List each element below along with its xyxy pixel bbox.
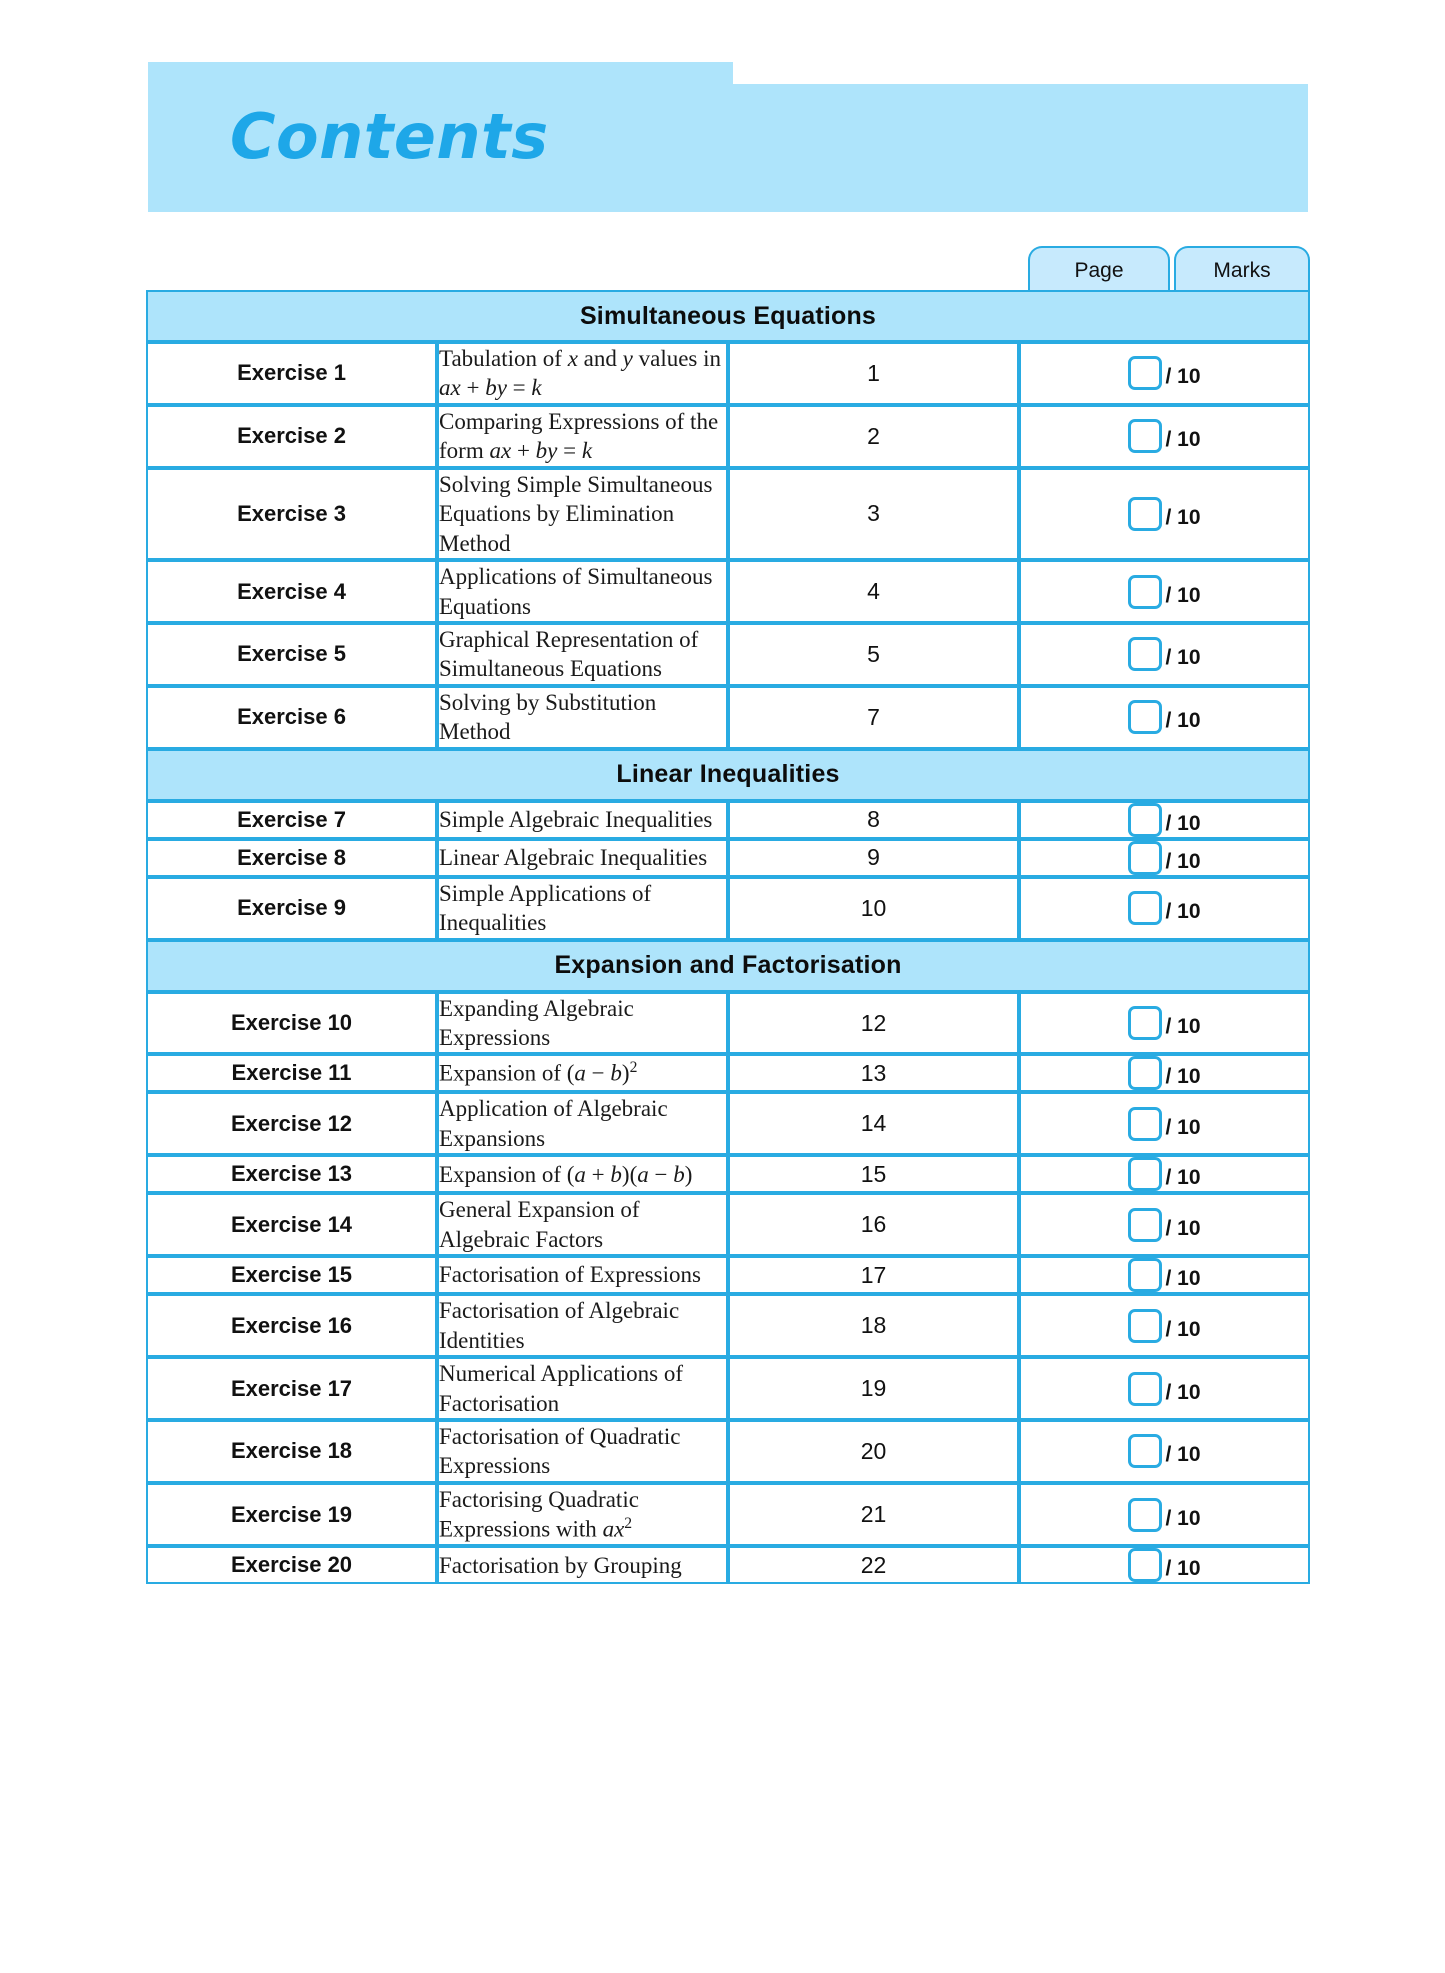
marks-checkbox[interactable] [1128,356,1162,390]
table-row [146,405,1310,468]
section-header-row [146,749,1310,801]
exercise-label: Exercise 9 [146,877,437,940]
marks-checkbox[interactable] [1128,1157,1162,1191]
table-row [146,1054,1310,1092]
table-row [146,839,1310,877]
exercise-title: Numerical Applications of Factorisation [437,1357,728,1420]
marks-cell [1019,342,1310,405]
page-number: 5 [728,623,1019,686]
table-row [146,1294,1310,1357]
exercise-title: Graphical Representation of Simultaneous Equations [437,623,728,686]
marks-total-label: / 10 [1165,365,1201,389]
exercise-title: Expansion of (a + b)(a − b) [437,1155,728,1193]
exercise-title: Tabulation of x and y values in ax + by = k [437,342,728,405]
marks-total-label: / 10 [1165,1443,1201,1467]
marks-cell [1019,1546,1310,1584]
marks-cell [1019,468,1310,560]
table-row [146,801,1310,839]
page-number: 17 [728,1256,1019,1294]
exercise-title: Simple Applications of Inequalities [437,877,728,940]
exercise-label: Exercise 14 [146,1193,437,1256]
column-headers [1028,246,1310,294]
marks-total-label: / 10 [1165,709,1201,733]
exercise-label: Exercise 8 [146,839,437,877]
marks-total-label: / 10 [1165,428,1201,452]
page-number: 8 [728,801,1019,839]
column-header-page: Page [1028,246,1170,294]
marks-checkbox[interactable] [1128,1107,1162,1141]
page-number: 12 [728,992,1019,1055]
exercise-title: Factorising Quadratic Expressions with $ax^2$ [437,1483,728,1547]
page-number: 15 [728,1155,1019,1193]
exercise-title: Factorisation of Expressions [437,1256,728,1294]
page-number: 3 [728,468,1019,560]
exercise-label: Exercise 6 [146,686,437,749]
page-number: 1 [728,342,1019,405]
table-row [146,1256,1310,1294]
exercise-label: Exercise 15 [146,1256,437,1294]
marks-checkbox[interactable] [1128,700,1162,734]
exercise-title: Comparing Expressions of the form ax + by = k [437,405,728,468]
exercise-label: Exercise 7 [146,801,437,839]
marks-total-label: / 10 [1165,1506,1201,1530]
marks-total-label: / 10 [1165,646,1201,670]
exercise-title: Factorisation by Grouping [437,1546,728,1584]
exercise-title: Solving by Substitution Method [437,686,728,749]
marks-total-label: / 10 [1165,1216,1201,1240]
marks-checkbox[interactable] [1128,1006,1162,1040]
marks-cell [1019,623,1310,686]
marks-cell [1019,1483,1310,1547]
marks-checkbox[interactable] [1128,803,1162,837]
marks-total-label: / 10 [1165,1557,1201,1581]
marks-cell [1019,801,1310,839]
table-row [146,992,1310,1055]
marks-checkbox[interactable] [1128,1309,1162,1343]
exercise-title: Expansion of $(a - b)^2$ [437,1054,728,1092]
marks-total-label: / 10 [1165,1267,1201,1291]
exercise-title: Factorisation of Quadratic Expressions [437,1420,728,1483]
exercise-label: Exercise 19 [146,1483,437,1547]
table-row [146,877,1310,940]
marks-total-label: / 10 [1165,1380,1201,1404]
table-row [146,1357,1310,1420]
page-number: 16 [728,1193,1019,1256]
exercise-title: Solving Simple Simultaneous Equations by Elimination Method [437,468,728,560]
marks-cell [1019,1294,1310,1357]
header-tab-decoration [148,62,733,86]
marks-checkbox[interactable] [1128,1258,1162,1292]
exercise-label: Exercise 11 [146,1054,437,1092]
marks-cell [1019,686,1310,749]
exercise-title: Simple Algebraic Inequalities [437,801,728,839]
exercise-title: General Expansion of Algebraic Factors [437,1193,728,1256]
table-row [146,1092,1310,1155]
page-number: 4 [728,560,1019,623]
page-number: 19 [728,1357,1019,1420]
marks-total-label: / 10 [1165,849,1201,873]
marks-total-label: / 10 [1165,811,1201,835]
marks-total-label: / 10 [1165,1015,1201,1038]
exercise-title: Applications of Simultaneous Equations [437,560,728,623]
exercise-label: Exercise 5 [146,623,437,686]
table-row [146,560,1310,623]
section-header-row [146,290,1310,342]
marks-total-label: / 10 [1165,1166,1201,1190]
marks-checkbox[interactable] [1128,1208,1162,1242]
marks-cell [1019,992,1310,1055]
column-header-marks: Marks [1174,246,1310,294]
marks-checkbox[interactable] [1128,1056,1162,1090]
marks-checkbox[interactable] [1128,1548,1162,1582]
table-row [146,342,1310,405]
marks-checkbox[interactable] [1128,841,1162,875]
exercise-label: Exercise 10 [146,992,437,1055]
page-title: Contents [230,100,549,173]
page-number: 20 [728,1420,1019,1483]
marks-cell [1019,839,1310,877]
marks-checkbox[interactable] [1128,891,1162,925]
section-title: Simultaneous Equations [146,290,1310,342]
exercise-label: Exercise 4 [146,560,437,623]
table-row [146,686,1310,749]
marks-checkbox[interactable] [1128,419,1162,453]
exercise-title: Linear Algebraic Inequalities [437,839,728,877]
section-header-row [146,940,1310,992]
exercise-label: Exercise 3 [146,468,437,560]
exercise-label: Exercise 18 [146,1420,437,1483]
marks-cell [1019,1054,1310,1092]
page-number: 9 [728,839,1019,877]
exercise-title: Application of Algebraic Expansions [437,1092,728,1155]
table-row [146,468,1310,560]
table-row [146,1483,1310,1547]
marks-cell [1019,405,1310,468]
marks-total-label: / 10 [1165,1115,1201,1139]
marks-cell [1019,1155,1310,1193]
exercise-label: Exercise 13 [146,1155,437,1193]
exercise-label: Exercise 12 [146,1092,437,1155]
exercise-title: Expanding Algebraic Expressions [437,992,728,1055]
marks-checkbox[interactable] [1128,1372,1162,1406]
marks-checkbox[interactable] [1128,1498,1162,1532]
marks-total-label: / 10 [1165,900,1201,924]
marks-checkbox[interactable] [1128,497,1162,531]
page-number: 14 [728,1092,1019,1155]
marks-total-label: / 10 [1165,1317,1201,1341]
page-number: 21 [728,1483,1019,1547]
table-row [146,1155,1310,1193]
table-row [146,623,1310,686]
marks-checkbox[interactable] [1128,637,1162,671]
section-title: Linear Inequalities [146,749,1310,801]
page-number: 10 [728,877,1019,940]
marks-cell [1019,1420,1310,1483]
exercise-label: Exercise 2 [146,405,437,468]
page-number: 13 [728,1054,1019,1092]
marks-cell [1019,1256,1310,1294]
section-title: Expansion and Factorisation [146,940,1310,992]
page-number: 2 [728,405,1019,468]
exercise-label: Exercise 1 [146,342,437,405]
page-header [148,62,1308,212]
marks-checkbox[interactable] [1128,575,1162,609]
exercise-title: Factorisation of Algebraic Identities [437,1294,728,1357]
marks-total-label: / 10 [1165,583,1201,607]
marks-total-label: / 10 [1165,505,1201,529]
marks-cell [1019,1357,1310,1420]
exercise-label: Exercise 20 [146,1546,437,1584]
marks-cell [1019,560,1310,623]
page-number: 7 [728,686,1019,749]
table-row [146,1546,1310,1584]
page-number: 22 [728,1546,1019,1584]
marks-total-label: / 10 [1165,1065,1201,1089]
marks-cell [1019,1092,1310,1155]
marks-cell [1019,1193,1310,1256]
page-number: 18 [728,1294,1019,1357]
exercise-label: Exercise 17 [146,1357,437,1420]
exercise-label: Exercise 16 [146,1294,437,1357]
table-of-contents [146,290,1310,1584]
marks-checkbox[interactable] [1128,1434,1162,1468]
table-row [146,1193,1310,1256]
marks-cell [1019,877,1310,940]
table-row [146,1420,1310,1483]
